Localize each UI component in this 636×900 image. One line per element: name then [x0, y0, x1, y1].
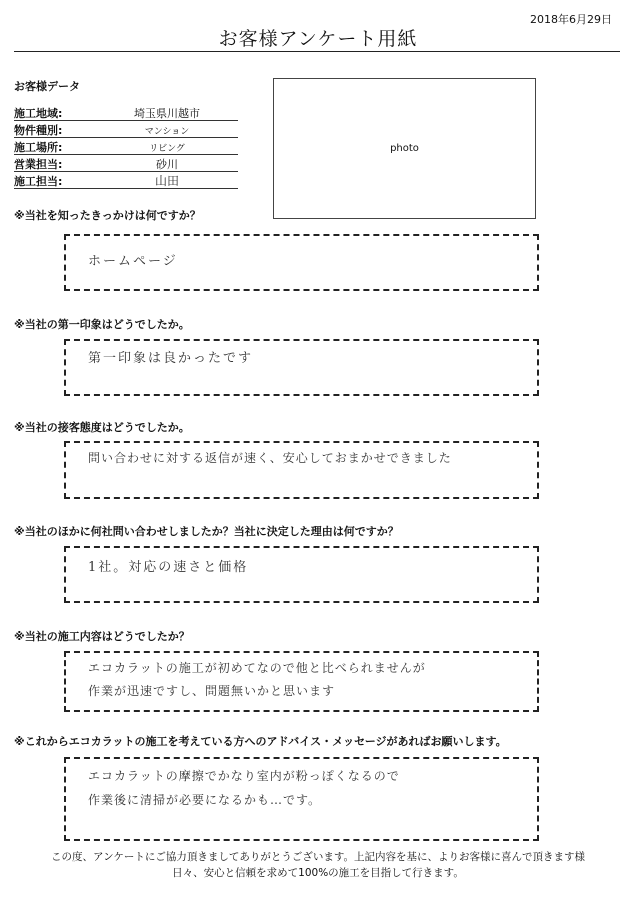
photo-label: photo [390, 143, 419, 154]
answer-5-line-2: 作業が迅速ですし、問題無いかと思います [88, 684, 336, 698]
question-2: ※当社の第一印象はどうでしたか。 [14, 318, 190, 331]
customer-row-sales-rep [14, 155, 238, 172]
customer-row-value-handwritten: 山田 [154, 174, 179, 188]
answer-3-line-1: 問い合わせに対する返信が速く、安心しておまかせできました [88, 451, 452, 465]
question-5: ※当社の施工内容はどうでしたか？ [14, 630, 190, 643]
customer-row-label: 施工地域: [14, 107, 63, 120]
customer-row-value: マンション [144, 127, 190, 137]
answer-box-2 [64, 339, 539, 396]
survey-date: 2018年6月29日 [530, 13, 612, 26]
customer-data-heading: お客様データ [14, 80, 80, 93]
question-1: ※当社を知ったきっかけは何ですか？ [14, 209, 201, 222]
answer-4-line-1: 1社。対応の速さと価格 [88, 560, 249, 575]
question-6: ※これからエコカラットの施工を考えている方へのアドバイス・メッセージがあればお願いします。 [14, 735, 507, 748]
page-title: お客様アンケート用紙 [218, 28, 418, 50]
footer-line-1: この度、アンケートにご協力頂きましてありがとうございます。上記内容を基に、よりお客様に喜んで頂きます様 [50, 851, 586, 863]
footer-message [0, 849, 636, 881]
answer-2-line-1: 第一印象は良かったです [88, 351, 254, 366]
answer-box-5 [64, 651, 539, 712]
answer-6-line-2: 作業後に清掃が必要になるかも…です。 [88, 793, 322, 807]
customer-row-value: 埼玉県川越市 [134, 107, 200, 120]
customer-row-label: 営業担当: [14, 158, 63, 171]
customer-row-area [14, 104, 238, 121]
photo-placeholder [273, 78, 536, 219]
customer-data-table [14, 104, 238, 189]
answer-1-line-1: ホームページ [88, 254, 178, 269]
customer-row-label: 施工担当: [14, 175, 63, 188]
answer-5-line-1: エコカラットの施工が初めてなので他と比べられませんが [88, 661, 426, 675]
customer-row-installer [14, 172, 238, 189]
customer-row-property-type [14, 121, 238, 138]
customer-row-value: 砂川 [156, 158, 178, 171]
answer-box-6 [64, 757, 539, 841]
answer-box-1 [64, 234, 539, 291]
footer-line-2: 日々、安心と信頼を求めて100%の施工を目指して行きます。 [172, 867, 464, 879]
customer-row-value: リビング [149, 144, 185, 154]
answer-6-line-1: エコカラットの摩擦でかなり室内が粉っぽくなるので [88, 769, 400, 783]
customer-row-location [14, 138, 238, 155]
customer-row-label: 施工場所: [14, 141, 63, 154]
answer-box-3 [64, 441, 539, 499]
customer-row-label: 物件種別: [14, 124, 63, 137]
question-4: ※当社のほかに何社問い合わせしましたか？当社に決定した理由は何ですか？ [14, 525, 399, 538]
answer-box-4 [64, 546, 539, 603]
question-3: ※当社の接客態度はどうでしたか。 [14, 421, 190, 434]
title-divider [14, 51, 620, 52]
